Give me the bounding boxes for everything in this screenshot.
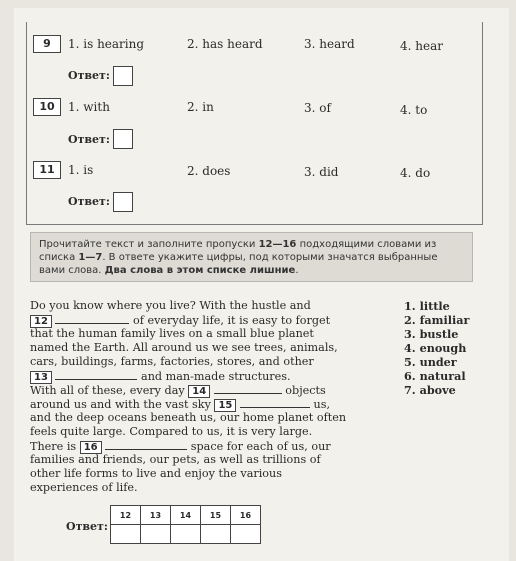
- passage-text: of everyday life, it is easy to forget: [133, 314, 331, 327]
- option[interactable]: 1. with: [68, 100, 110, 114]
- instruction-text: . В ответе укажите цифры, под которыми значатся выбранные вами слова.: [39, 252, 438, 276]
- answer-grid: [110, 505, 261, 544]
- grid-header: 16: [231, 506, 261, 525]
- passage-line: named the Earth. All around us we see trees, animals,: [30, 341, 338, 354]
- grid-cell[interactable]: [201, 525, 231, 544]
- passage-line: other life forms to live and enjoy the various: [30, 467, 282, 480]
- passage-line: Do you know where you live? With the hustle and: [30, 299, 311, 312]
- gap-number: 13: [30, 371, 52, 384]
- option[interactable]: 4. do: [400, 166, 431, 180]
- grid-cell[interactable]: [171, 525, 201, 544]
- option[interactable]: 2. does: [187, 164, 231, 178]
- instruction-box: [30, 232, 473, 282]
- answer-label: Ответ:: [68, 69, 110, 82]
- question-number: 11: [33, 161, 61, 179]
- gap-number: 15: [214, 399, 236, 412]
- answer-box[interactable]: [113, 192, 133, 212]
- gap-blank[interactable]: [214, 383, 282, 394]
- instruction-text: подходящими словами из списка: [39, 239, 437, 263]
- word-list-item: 7. above: [404, 383, 456, 397]
- passage-text: objects: [285, 384, 326, 397]
- word-list-item: 6. natural: [404, 369, 466, 383]
- word-list-item: 3. bustle: [404, 327, 459, 341]
- question-number: 10: [33, 98, 61, 116]
- grid-answer-label: Ответ:: [66, 520, 108, 533]
- instruction-text: .: [295, 265, 299, 276]
- grid-cell[interactable]: [111, 525, 141, 544]
- passage-line: experiences of life.: [30, 481, 138, 494]
- instruction-bold-note: Два слова в этом списке лишние: [104, 265, 296, 276]
- grid-header: 12: [111, 506, 141, 525]
- passage-text: us,: [313, 398, 331, 411]
- passage-text: and man-made structures.: [141, 370, 291, 383]
- answer-label: Ответ:: [68, 195, 110, 208]
- passage-line: [30, 313, 330, 328]
- gap-blank[interactable]: [105, 439, 187, 450]
- grid-cell[interactable]: [231, 525, 261, 544]
- option[interactable]: 2. in: [187, 100, 214, 114]
- passage-line: feels quite large. Compared to us, it is very large.: [30, 425, 313, 438]
- passage-line: [30, 369, 291, 384]
- passage-line: and the deep oceans beneath us, our home planet often: [30, 411, 347, 424]
- passage-line: [30, 439, 331, 454]
- instruction-list-range: 1—7: [78, 252, 103, 263]
- passage-line: [30, 383, 326, 398]
- passage-text: around us and with the vast sky: [30, 398, 211, 411]
- gap-blank[interactable]: [55, 369, 137, 380]
- instruction-text: Прочитайте текст и заполните пропуски: [39, 239, 259, 250]
- option[interactable]: 3. heard: [304, 37, 355, 51]
- passage-text: space for each of us, our: [190, 440, 331, 453]
- grid-header: 15: [201, 506, 231, 525]
- gap-number: 16: [80, 441, 102, 454]
- option[interactable]: 1. is hearing: [68, 37, 145, 51]
- option[interactable]: 4. hear: [400, 39, 443, 53]
- passage-line: that the human family lives on a small blue planet: [30, 327, 314, 340]
- passage-text: With all of these, every day: [30, 384, 185, 397]
- gap-number: 14: [188, 385, 210, 398]
- grid-cell[interactable]: [141, 525, 171, 544]
- passage-line: families and friends, our pets, as well as trillions of: [30, 453, 321, 466]
- grid-header: 13: [141, 506, 171, 525]
- word-list-item: 5. under: [404, 355, 457, 369]
- passage-line: [30, 397, 330, 412]
- passage-line: cars, buildings, farms, factories, stores, and other: [30, 355, 314, 368]
- option[interactable]: 2. has heard: [187, 37, 263, 51]
- word-list-item: 1. little: [404, 299, 450, 313]
- word-list-item: 2. familiar: [404, 313, 470, 327]
- option[interactable]: 3. of: [304, 101, 331, 115]
- option[interactable]: 1. is: [68, 163, 94, 177]
- word-list: [404, 299, 469, 397]
- option[interactable]: 3. did: [304, 165, 339, 179]
- word-list-item: 4. enough: [404, 341, 467, 355]
- passage-text: There is: [30, 440, 77, 453]
- instruction-range: 12—16: [258, 239, 297, 250]
- gap-blank[interactable]: [240, 397, 310, 408]
- gap-number: 12: [30, 315, 52, 328]
- answer-label: Ответ:: [68, 133, 110, 146]
- answer-box[interactable]: [113, 129, 133, 149]
- answer-box[interactable]: [113, 66, 133, 86]
- question-number: 9: [33, 35, 61, 53]
- gap-blank[interactable]: [55, 313, 129, 324]
- option[interactable]: 4. to: [400, 103, 428, 117]
- grid-header: 14: [171, 506, 201, 525]
